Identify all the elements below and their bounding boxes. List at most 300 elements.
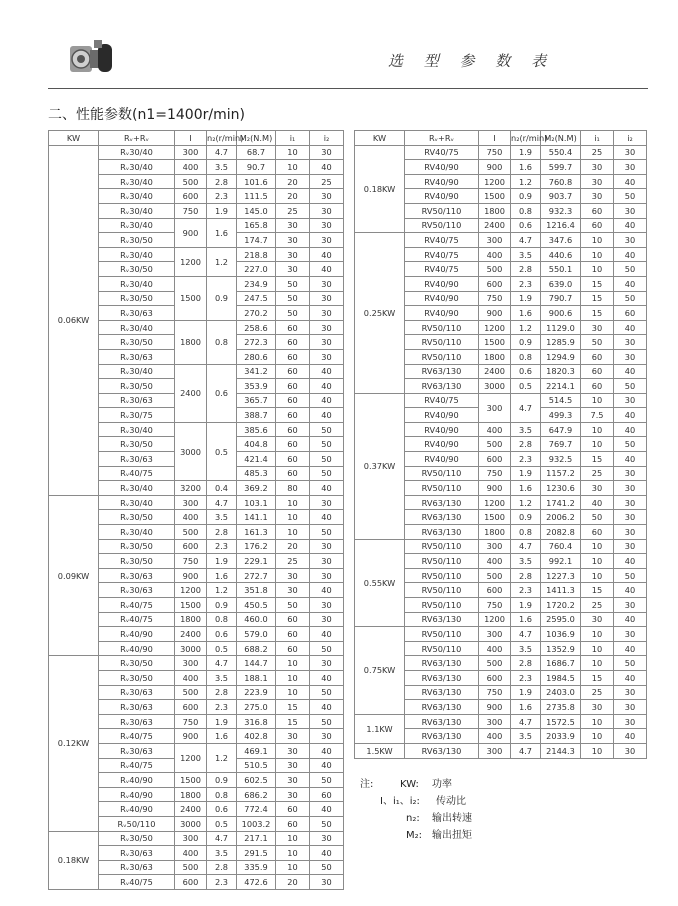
model-cell: RV40/75 [405, 145, 479, 160]
model-cell: Rᵥ40/90 [99, 627, 175, 642]
ratio-cell: 900 [175, 568, 207, 583]
ratio-cell: 1800 [479, 203, 511, 218]
ratio2-cell: 50 [614, 656, 647, 671]
torque-cell: 460.0 [237, 612, 276, 627]
ratio-cell: 900 [175, 729, 207, 744]
speed-cell: 0.6 [511, 218, 541, 233]
speed-cell: 1.2 [511, 495, 541, 510]
ratio1-cell: 7.5 [581, 408, 614, 423]
model-cell: RV50/110 [405, 320, 479, 335]
ratio1-cell: 15 [581, 291, 614, 306]
ratio2-cell: 50 [310, 773, 344, 788]
torque-cell: 903.7 [541, 189, 581, 204]
column-header: M₂(N.M) [237, 131, 276, 146]
table-row [49, 656, 344, 671]
torque-cell: 760.8 [541, 174, 581, 189]
ratio-cell: 750 [479, 291, 511, 306]
ratio2-cell: 30 [614, 598, 647, 613]
torque-cell: 450.5 [237, 598, 276, 613]
speed-cell: 3.5 [511, 422, 541, 437]
speed-cell: 2.3 [207, 539, 237, 554]
speed-cell: 1.2 [207, 247, 237, 276]
ratio2-cell: 40 [614, 320, 647, 335]
ratio-cell: 400 [479, 422, 511, 437]
ratio2-cell: 30 [614, 685, 647, 700]
speed-cell: 1.6 [207, 568, 237, 583]
ratio1-cell: 80 [276, 481, 310, 496]
ratio1-cell: 60 [581, 218, 614, 233]
ratio2-cell: 30 [310, 320, 344, 335]
speed-cell: 1.9 [511, 145, 541, 160]
model-cell: Rᵥ30/50 [99, 437, 175, 452]
torque-cell: 227.0 [237, 262, 276, 277]
ratio-cell: 750 [479, 685, 511, 700]
ratio-cell: 300 [479, 539, 511, 554]
ratio2-cell: 30 [614, 160, 647, 175]
ratio-cell: 1200 [175, 743, 207, 772]
ratio2-cell: 40 [614, 452, 647, 467]
ratio1-cell: 60 [276, 349, 310, 364]
ratio-cell: 1800 [175, 320, 207, 364]
torque-cell: 514.5 [541, 393, 581, 408]
torque-cell: 144.7 [237, 656, 276, 671]
ratio1-cell: 10 [276, 831, 310, 846]
ratio2-cell: 40 [310, 408, 344, 423]
ratio-cell: 750 [175, 554, 207, 569]
ratio1-cell: 60 [276, 320, 310, 335]
model-cell: Rᵥ30/40 [99, 364, 175, 379]
speed-cell: 0.8 [207, 320, 237, 364]
column-header: n₂(r/min) [207, 131, 237, 146]
ratio2-cell: 50 [310, 422, 344, 437]
torque-cell: 769.7 [541, 437, 581, 452]
model-cell: Rᵥ40/75 [99, 875, 175, 890]
ratio-cell: 300 [479, 714, 511, 729]
ratio1-cell: 60 [581, 364, 614, 379]
speed-cell: 3.5 [511, 729, 541, 744]
torque-cell: 101.6 [237, 174, 276, 189]
ratio2-cell: 40 [310, 846, 344, 861]
ratio-cell: 1200 [479, 320, 511, 335]
speed-cell: 4.7 [207, 656, 237, 671]
torque-cell: 1285.9 [541, 335, 581, 350]
ratio2-cell: 30 [614, 349, 647, 364]
ratio-cell: 600 [175, 539, 207, 554]
model-cell: Rᵥ30/50 [99, 670, 175, 685]
ratio2-cell: 50 [614, 379, 647, 394]
model-cell: RV63/130 [405, 685, 479, 700]
speed-cell: 0.8 [511, 203, 541, 218]
ratio-cell: 400 [479, 247, 511, 262]
torque-cell: 1157.2 [541, 466, 581, 481]
note-text: 输出扭矩 [432, 830, 472, 841]
ratio1-cell: 60 [276, 335, 310, 350]
ratio1-cell: 50 [581, 335, 614, 350]
ratio1-cell: 60 [581, 203, 614, 218]
ratio-cell: 750 [175, 714, 207, 729]
model-cell: Rᵥ40/75 [99, 612, 175, 627]
column-header: i₁ [581, 131, 614, 146]
ratio2-cell: 30 [310, 291, 344, 306]
ratio2-cell: 30 [310, 495, 344, 510]
page-title: 选 型 参 数 表 [388, 52, 555, 70]
model-cell: Rᵥ30/50 [99, 233, 175, 248]
ratio2-cell: 40 [310, 510, 344, 525]
column-header: M₂(N.M) [541, 131, 581, 146]
ratio-cell: 1800 [175, 787, 207, 802]
ratio-cell: 400 [479, 554, 511, 569]
ratio1-cell: 15 [581, 306, 614, 321]
speed-cell: 0.9 [207, 276, 237, 320]
table-row [355, 539, 647, 554]
ratio-cell: 1500 [479, 189, 511, 204]
table-row [355, 627, 647, 642]
power-cell: 0.37KW [355, 393, 405, 539]
speed-cell: 2.3 [511, 452, 541, 467]
ratio-cell: 3000 [175, 816, 207, 831]
ratio1-cell: 60 [276, 627, 310, 642]
model-cell: Rᵥ30/63 [99, 349, 175, 364]
speed-cell: 3.5 [511, 247, 541, 262]
ratio-cell: 500 [479, 656, 511, 671]
speed-cell: 3.5 [207, 510, 237, 525]
torque-cell: 388.7 [237, 408, 276, 423]
power-cell: 0.55KW [355, 539, 405, 627]
model-cell: RV40/90 [405, 276, 479, 291]
model-cell: RV50/110 [405, 203, 479, 218]
ratio-cell: 3200 [175, 481, 207, 496]
torque-cell: 103.1 [237, 495, 276, 510]
note-symbol: n₂: [406, 813, 420, 824]
torque-cell: 1572.5 [541, 714, 581, 729]
ratio2-cell: 30 [614, 233, 647, 248]
torque-cell: 161.3 [237, 525, 276, 540]
ratio1-cell: 60 [581, 379, 614, 394]
ratio1-cell: 60 [276, 612, 310, 627]
ratio1-cell: 20 [276, 174, 310, 189]
torque-cell: 579.0 [237, 627, 276, 642]
table-row [355, 145, 647, 160]
ratio2-cell: 50 [310, 714, 344, 729]
torque-cell: 772.4 [237, 802, 276, 817]
torque-cell: 1216.4 [541, 218, 581, 233]
speed-cell: 2.8 [207, 174, 237, 189]
ratio1-cell: 60 [276, 408, 310, 423]
model-cell: Rᵥ30/50 [99, 262, 175, 277]
model-cell: Rᵥ30/40 [99, 189, 175, 204]
table-row [355, 714, 647, 729]
ratio2-cell: 30 [310, 276, 344, 291]
ratio2-cell: 30 [614, 714, 647, 729]
ratio1-cell: 60 [581, 349, 614, 364]
ratio-cell: 3000 [175, 422, 207, 480]
model-cell: Rᵥ30/40 [99, 174, 175, 189]
speed-cell: 4.7 [511, 714, 541, 729]
torque-cell: 900.6 [541, 306, 581, 321]
ratio-cell: 400 [175, 510, 207, 525]
ratio1-cell: 10 [581, 554, 614, 569]
model-cell: Rᵥ40/90 [99, 773, 175, 788]
speed-cell: 4.7 [207, 495, 237, 510]
torque-cell: 404.8 [237, 437, 276, 452]
model-cell: RV50/110 [405, 568, 479, 583]
torque-cell: 402.8 [237, 729, 276, 744]
ratio1-cell: 15 [581, 670, 614, 685]
speed-cell: 2.8 [511, 656, 541, 671]
ratio-cell: 500 [175, 685, 207, 700]
ratio2-cell: 40 [310, 364, 344, 379]
torque-cell: 165.8 [237, 218, 276, 233]
ratio1-cell: 30 [581, 700, 614, 715]
ratio1-cell: 10 [581, 262, 614, 277]
ratio1-cell: 60 [581, 525, 614, 540]
speed-cell: 4.7 [511, 627, 541, 642]
speed-cell: 0.8 [207, 787, 237, 802]
torque-cell: 291.5 [237, 846, 276, 861]
speed-cell: 4.7 [207, 831, 237, 846]
ratio-cell: 500 [175, 174, 207, 189]
model-cell: RV50/110 [405, 335, 479, 350]
ratio-cell: 900 [175, 218, 207, 247]
torque-cell: 351.8 [237, 583, 276, 598]
ratio-cell: 300 [479, 627, 511, 642]
speed-cell: 1.2 [207, 583, 237, 598]
ratio2-cell: 50 [310, 860, 344, 875]
ratio-cell: 600 [175, 189, 207, 204]
ratio2-cell: 30 [614, 525, 647, 540]
torque-cell: 2144.3 [541, 743, 581, 758]
speed-cell: 2.3 [207, 700, 237, 715]
torque-cell: 2082.8 [541, 525, 581, 540]
ratio-cell: 750 [479, 598, 511, 613]
ratio-cell: 1500 [479, 510, 511, 525]
power-cell: 1.5KW [355, 743, 405, 758]
model-cell: Rᵥ30/40 [99, 481, 175, 496]
ratio1-cell: 10 [276, 160, 310, 175]
speed-cell: 2.8 [207, 860, 237, 875]
ratio1-cell: 10 [276, 860, 310, 875]
model-cell: Rᵥ40/75 [99, 758, 175, 773]
ratio2-cell: 50 [614, 291, 647, 306]
torque-cell: 1686.7 [541, 656, 581, 671]
torque-cell: 141.1 [237, 510, 276, 525]
torque-cell: 275.0 [237, 700, 276, 715]
ratio1-cell: 30 [581, 612, 614, 627]
performance-table-left [48, 130, 344, 890]
speed-cell: 2.8 [511, 568, 541, 583]
speed-cell: 4.7 [207, 145, 237, 160]
torque-cell: 272.3 [237, 335, 276, 350]
ratio1-cell: 30 [581, 189, 614, 204]
torque-cell: 341.2 [237, 364, 276, 379]
model-cell: RV50/110 [405, 641, 479, 656]
ratio2-cell: 30 [310, 335, 344, 350]
ratio-cell: 750 [479, 466, 511, 481]
ratio1-cell: 60 [276, 364, 310, 379]
model-cell: RV63/130 [405, 714, 479, 729]
ratio-cell: 900 [479, 700, 511, 715]
table-row [49, 831, 344, 846]
ratio1-cell: 10 [581, 437, 614, 452]
column-header: Rᵥ+Rᵥ [405, 131, 479, 146]
ratio1-cell: 60 [276, 816, 310, 831]
ratio-cell: 400 [479, 729, 511, 744]
model-cell: RV63/130 [405, 729, 479, 744]
torque-cell: 1129.0 [541, 320, 581, 335]
model-cell: Rᵥ30/50 [99, 379, 175, 394]
ratio1-cell: 15 [581, 276, 614, 291]
torque-cell: 234.9 [237, 276, 276, 291]
model-cell: Rᵥ30/75 [99, 408, 175, 423]
ratio2-cell: 30 [310, 875, 344, 890]
ratio2-cell: 40 [614, 583, 647, 598]
ratio1-cell: 60 [276, 393, 310, 408]
ratio-cell: 1200 [479, 174, 511, 189]
ratio1-cell: 10 [276, 656, 310, 671]
notes-prefix: 注: [360, 779, 374, 790]
speed-cell: 0.8 [511, 349, 541, 364]
power-cell: 1.1KW [355, 714, 405, 743]
speed-cell: 1.6 [511, 612, 541, 627]
ratio1-cell: 25 [276, 203, 310, 218]
torque-cell: 1741.2 [541, 495, 581, 510]
model-cell: Rᵥ40/90 [99, 641, 175, 656]
speed-cell: 0.5 [511, 379, 541, 394]
ratio-cell: 400 [175, 670, 207, 685]
torque-cell: 1227.3 [541, 568, 581, 583]
ratio1-cell: 10 [581, 729, 614, 744]
ratio-cell: 300 [175, 145, 207, 160]
ratio2-cell: 30 [310, 145, 344, 160]
ratio1-cell: 30 [276, 247, 310, 262]
speed-cell: 1.6 [207, 729, 237, 744]
ratio2-cell: 50 [310, 685, 344, 700]
ratio-cell: 3000 [479, 379, 511, 394]
ratio-cell: 2400 [175, 627, 207, 642]
torque-cell: 992.1 [541, 554, 581, 569]
torque-cell: 347.6 [541, 233, 581, 248]
torque-cell: 1036.9 [541, 627, 581, 642]
model-cell: RV63/130 [405, 670, 479, 685]
model-cell: Rᵥ30/63 [99, 685, 175, 700]
torque-cell: 2735.8 [541, 700, 581, 715]
ratio1-cell: 10 [276, 670, 310, 685]
torque-cell: 68.7 [237, 145, 276, 160]
torque-cell: 499.3 [541, 408, 581, 423]
ratio2-cell: 30 [614, 495, 647, 510]
torque-cell: 469.1 [237, 743, 276, 758]
ratio-cell: 500 [175, 860, 207, 875]
torque-cell: 280.6 [237, 349, 276, 364]
ratio2-cell: 40 [310, 627, 344, 642]
ratio2-cell: 30 [310, 218, 344, 233]
speed-cell: 4.7 [511, 539, 541, 554]
ratio-cell: 1500 [175, 598, 207, 613]
ratio2-cell: 50 [310, 641, 344, 656]
torque-cell: 270.2 [237, 306, 276, 321]
ratio2-cell: 30 [614, 335, 647, 350]
ratio1-cell: 20 [276, 875, 310, 890]
ratio1-cell: 10 [581, 247, 614, 262]
torque-cell: 688.2 [237, 641, 276, 656]
speed-cell: 0.9 [207, 598, 237, 613]
speed-cell: 2.3 [511, 276, 541, 291]
speed-cell: 1.9 [511, 291, 541, 306]
speed-cell: 0.4 [207, 481, 237, 496]
model-cell: Rᵥ40/90 [99, 787, 175, 802]
speed-cell: 1.9 [207, 714, 237, 729]
ratio-cell: 1200 [175, 247, 207, 276]
ratio2-cell: 30 [310, 656, 344, 671]
torque-cell: 217.1 [237, 831, 276, 846]
torque-cell: 790.7 [541, 291, 581, 306]
column-header: I [479, 131, 511, 146]
ratio2-cell: 30 [614, 393, 647, 408]
column-header: KW [49, 131, 99, 146]
speed-cell: 2.3 [207, 189, 237, 204]
torque-cell: 353.9 [237, 379, 276, 394]
ratio1-cell: 10 [581, 393, 614, 408]
ratio1-cell: 10 [581, 568, 614, 583]
model-cell: RV40/75 [405, 262, 479, 277]
torque-cell: 1984.5 [541, 670, 581, 685]
ratio-cell: 300 [479, 743, 511, 758]
speed-cell: 2.8 [511, 437, 541, 452]
ratio1-cell: 15 [276, 700, 310, 715]
torque-cell: 223.9 [237, 685, 276, 700]
model-cell: RV40/90 [405, 306, 479, 321]
ratio1-cell: 60 [276, 379, 310, 394]
speed-cell: 0.5 [207, 422, 237, 480]
torque-cell: 421.4 [237, 452, 276, 467]
torque-cell: 639.0 [541, 276, 581, 291]
table-header-row [49, 131, 344, 146]
speed-cell: 3.5 [511, 554, 541, 569]
ratio1-cell: 30 [276, 568, 310, 583]
note-text: 输出转速 [432, 813, 472, 824]
ratio2-cell: 60 [614, 306, 647, 321]
model-cell: Rᵥ30/50 [99, 291, 175, 306]
note-symbol: KW: [400, 779, 419, 790]
model-cell: Rᵥ30/40 [99, 145, 175, 160]
ratio-cell: 900 [479, 481, 511, 496]
ratio-cell: 3000 [175, 641, 207, 656]
note-symbol: I、i₁、i₂: [380, 796, 420, 807]
model-cell: RV40/90 [405, 160, 479, 175]
ratio1-cell: 10 [276, 495, 310, 510]
speed-cell: 0.6 [207, 802, 237, 817]
ratio1-cell: 10 [276, 685, 310, 700]
ratio2-cell: 50 [310, 466, 344, 481]
ratio1-cell: 10 [276, 145, 310, 160]
torque-cell: 174.7 [237, 233, 276, 248]
speed-cell: 0.8 [511, 525, 541, 540]
ratio-cell: 600 [175, 700, 207, 715]
column-header: i₁ [276, 131, 310, 146]
power-cell: 0.25KW [355, 233, 405, 394]
ratio1-cell: 25 [276, 554, 310, 569]
speed-cell: 2.8 [207, 685, 237, 700]
model-cell: Rᵥ30/63 [99, 568, 175, 583]
power-cell: 0.12KW [49, 656, 99, 831]
model-cell: Rᵥ50/110 [99, 816, 175, 831]
model-cell: Rᵥ30/63 [99, 393, 175, 408]
ratio1-cell: 30 [276, 758, 310, 773]
table-header-row [355, 131, 647, 146]
speed-cell: 2.3 [511, 583, 541, 598]
ratio-cell: 600 [479, 583, 511, 598]
model-cell: RV40/90 [405, 437, 479, 452]
